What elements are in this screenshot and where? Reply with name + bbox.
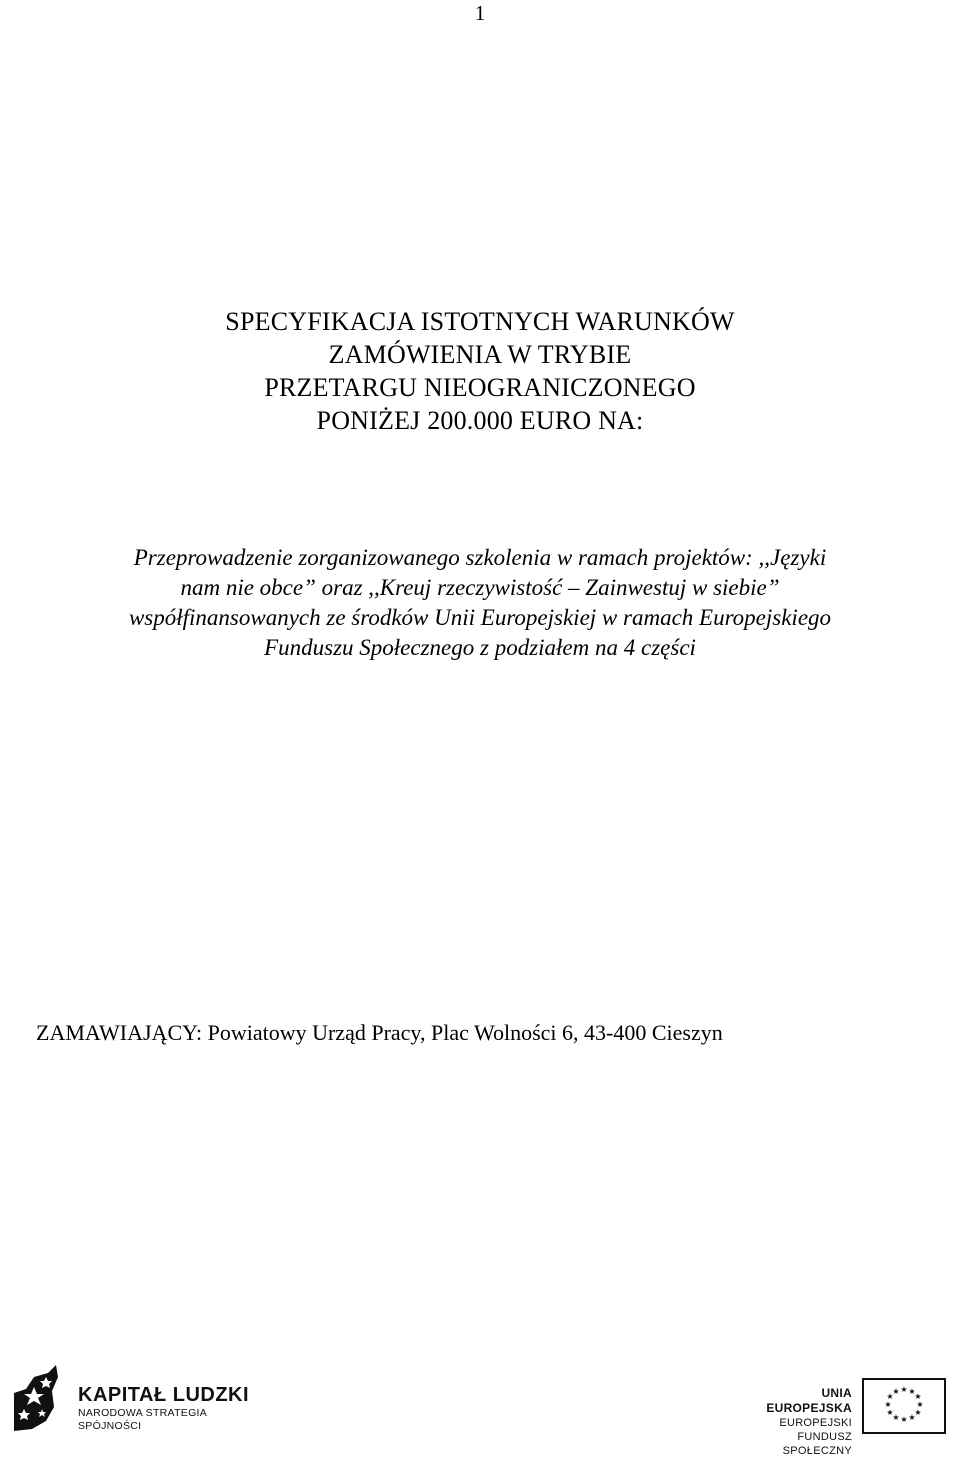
kapital-ludzki-logo <box>12 1363 272 1433</box>
eu-label-fund-2: FUNDUSZ SPOŁECZNY <box>782 1431 852 1457</box>
svg-text:★: ★ <box>908 1387 916 1396</box>
kapital-ludzki-name: KAPITAŁ LUDZKI <box>78 1384 250 1406</box>
eu-label-fund-1: EUROPEJSKI <box>779 1417 852 1429</box>
orderer-info: ZAMAWIAJĄCY: Powiatowy Urząd Pracy, Plac Wolności 6, 43-400 Cieszyn <box>36 1020 723 1045</box>
svg-text:★: ★ <box>892 1413 900 1422</box>
eu-logo <box>735 1378 950 1457</box>
title-line: ZAMÓWIENIA W TRYBIE <box>328 340 632 369</box>
svg-text:★: ★ <box>914 1408 922 1417</box>
svg-text:★: ★ <box>900 1415 908 1424</box>
title-line: PONIŻEJ 200.000 EURO NA: <box>316 406 644 435</box>
svg-text:★: ★ <box>914 1392 922 1401</box>
title-line: SPECYFIKACJA ISTOTNYCH WARUNKÓW <box>225 307 735 336</box>
eu-label-union: UNIA EUROPEJSKA <box>766 1386 852 1415</box>
document-title <box>0 305 960 437</box>
svg-text:★: ★ <box>884 1400 892 1409</box>
subject-line: Przeprowadzenie zorganizowanego szkolenia w ramach projektów: ,,Języki <box>133 545 827 570</box>
svg-text:★: ★ <box>886 1392 894 1401</box>
subject-line: współfinansowanych ze środków Unii Europejskiej w ramach Europejskiego <box>128 605 832 630</box>
eu-flag-icon <box>862 1378 946 1434</box>
svg-text:★: ★ <box>916 1400 924 1409</box>
svg-text:★: ★ <box>892 1387 900 1396</box>
subject-line: Funduszu Społecznego z podziałem na 4 części <box>264 635 696 660</box>
svg-text:★: ★ <box>908 1413 916 1422</box>
subject-line: nam nie obce” oraz ,,Kreuj rzeczywistość – Zainwestuj w siebie” <box>180 575 780 600</box>
svg-text:★: ★ <box>886 1408 894 1417</box>
page-number: 1 <box>474 1 486 25</box>
procurement-subject <box>20 543 940 663</box>
title-line: PRZETARGU NIEOGRANICZONEGO <box>264 373 696 402</box>
kapital-ludzki-subtitle: NARODOWA STRATEGIA SPÓJNOŚCI <box>78 1407 207 1432</box>
svg-text:★: ★ <box>900 1385 908 1394</box>
kapital-ludzki-logo-icon <box>12 1363 72 1433</box>
